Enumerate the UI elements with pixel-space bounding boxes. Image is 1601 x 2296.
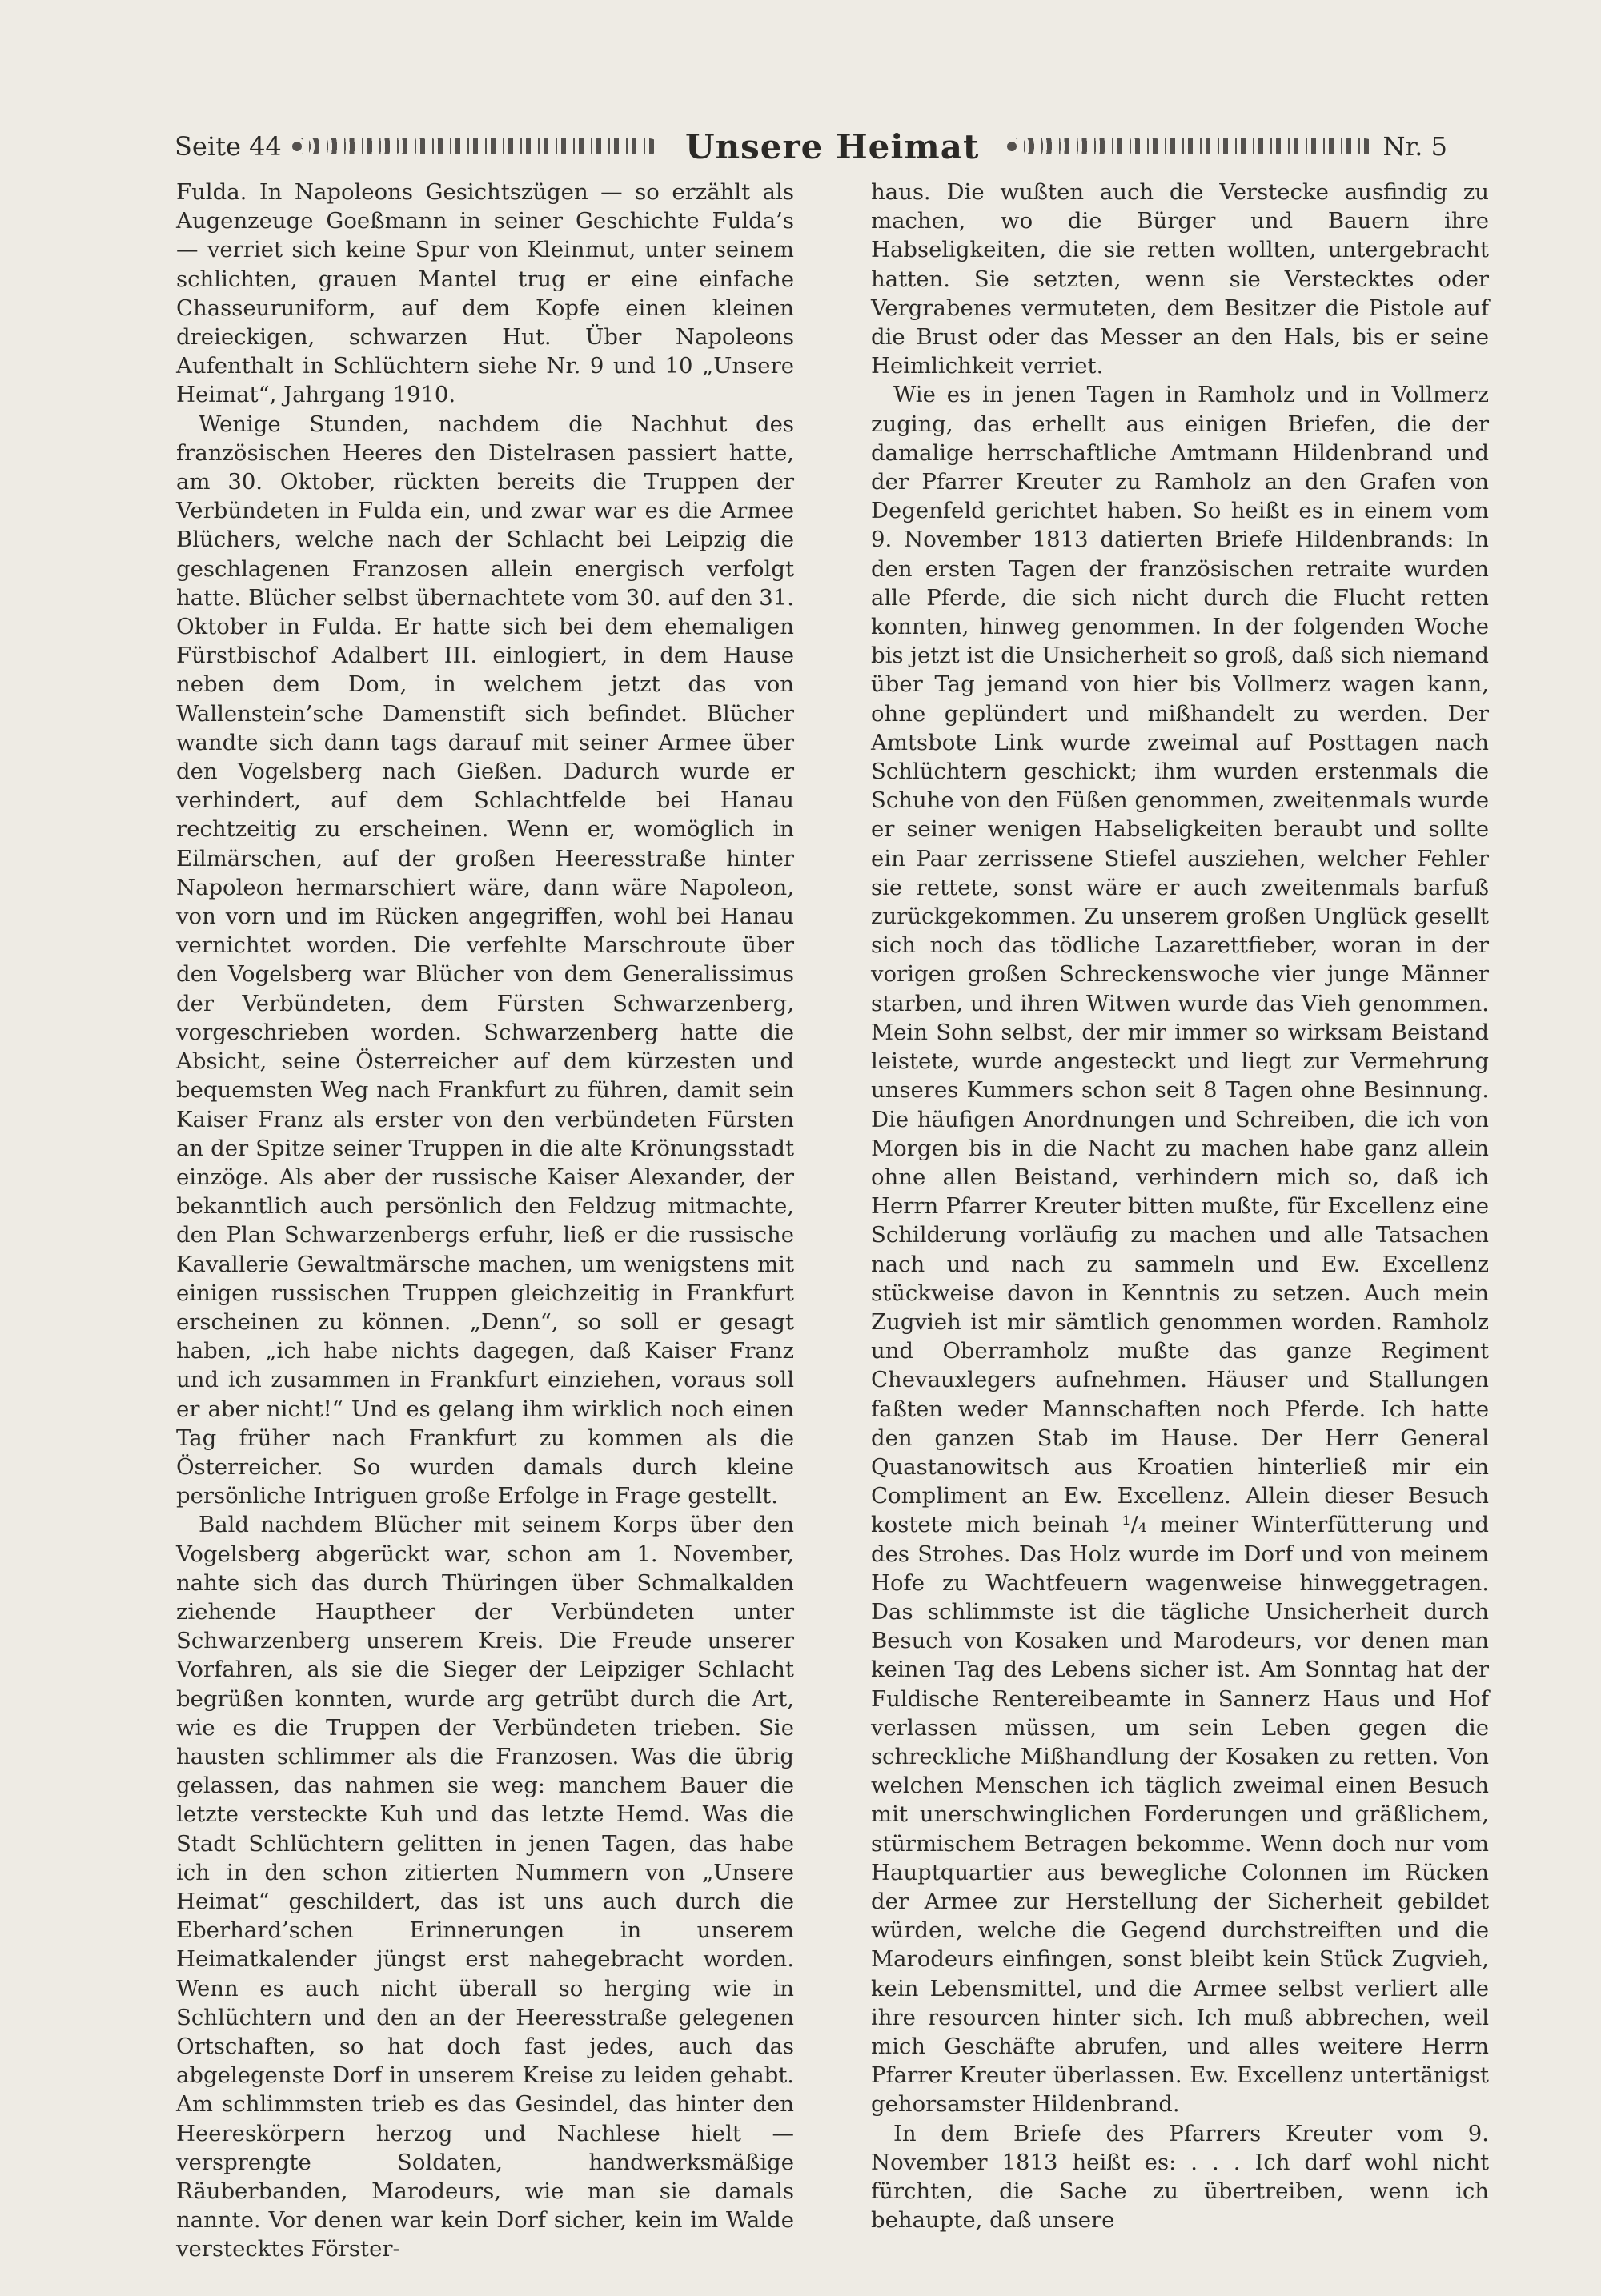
ornament-rule-left — [291, 138, 658, 154]
issue-number: Nr. 5 — [1382, 131, 1447, 162]
right-column — [871, 178, 1489, 2234]
page-number: Seite 44 — [175, 131, 282, 162]
running-header — [175, 126, 1447, 166]
left-column — [176, 178, 794, 2264]
paragraph: Fulda. In Napoleons Gesichtszügen — so erzählt als Augenzeuge Goeßmann in seiner Geschichte Fulda’s — verriet sich keine Spur von Kleinmut, unter seinem schlichten, grauen Mantel trug er eine einfache Chasseuruniform, auf dem Kopfe einen kleinen dreieckigen, schwarzen Hut. Über Napoleons Aufenthalt in Schlüchtern siehe Nr. 9 und 10 „Unsere Heimat“, Jahrgang 1910. — [176, 179, 794, 408]
paragraph: haus. Die wußten auch die Verstecke ausfindig zu machen, wo die Bürger und Bauern ihre Habseligkeiten, die sie retten wollten, untergebracht hatten. Sie setzten, wenn sie Verstecktes oder Vergrabenes vermuteten, dem Besitzer die Pistole auf die Brust oder das Messer an den Hals, bis er seine Heimlichkeit verriet. — [871, 179, 1489, 379]
paragraph: In dem Briefe des Pfarrers Kreuter vom 9. November 1813 heißt es: . . . Ich darf wohl nicht fürchten, die Sache zu übertreiben, wenn ich behaupte, daß unsere — [871, 2120, 1489, 2234]
paragraph: Wie es in jenen Tagen in Ramholz und in Vollmerz zuging, das erhellt aus einigen Briefen, die der damalige herrschaftliche Amtmann Hildenbrand und der Pfarrer Kreuter zu Ramholz an den Grafen von Degenfeld gerichtet haben. So heißt es in einem vom 9. November 1813 datierten Briefe Hildenbrands: In den ersten Tagen der französischen retraite wurden alle Pferde, die sich nicht durch die Flucht retten konnten, hinweg genommen. In der folgenden Woche bis jetzt ist die Unsicherheit so groß, daß sich niemand über Tag jemand von hier bis Vollmerz wagen kann, ohne geplündert und mißhandelt zu werden. Der Amtsbote Link wurde zweimal auf Posttagen nach Schlüchtern geschickt; ihm wurden erstenmals die Schuhe von den Füßen genommen, zweitenmals wurde er seiner wenigen Habseligkeiten beraubt und sollte ein Paar zerrissene Stiefel ausziehen, welcher Fehler sie rettete, sonst wäre er auch zweitenmals barfuß zurückgekommen. Zu unserem großen Unglück gesellt sich noch das tödliche Lazarettfieber, woran in der vorigen großen Schreckenswoche vier junge Männer starben, und ihren Witwen wurde das Vieh genommen. Mein Sohn selbst, der mir immer so wirksam Beistand leistete, wurde angesteckt und liegt zur Vermehrung unseres Kummers schon seit 8 Tagen ohne Besinnung. Die häufigen Anordnungen und Schreiben, die ich von Morgen bis in die Nacht zu machen habe ganz allein ohne allen Beistand, verhindern mich so, daß ich Herrn Pfarrer Kreuter bitten mußte, für Excellenz eine Schilderung vorläufig zu machen und alle Tatsachen nach und nach zu sammeln und Ew. Excellenz stückweise davon in Kenntnis zu setzen. Auch mein Zugvieh ist mir sämtlich genommen worden. Ramholz und Oberramholz mußte das ganze Regiment Chevauxlegers aufnehmen. Häuser und Stallungen faßten weder Mannschaften noch Pferde. Ich hatte den ganzen Stab im Hause. Der Herr General Quastanowitsch aus Kroatien hinterließ mir ein Compliment an Ew. Excellenz. Allein dieser Besuch kostete mich beinah ¹/₄ meiner Winterfütterung und des Strohes. Das Holz wurde im Dorf und von meinem Hofe zu Wachtfeuern wagenweise hinweggetragen. Das schlimmste ist die tägliche Unsicherheit durch Besuch von Kosaken und Marodeurs, vor denen man keinen Tag des Lebens sicher ist. Am Sonntag hat der Fuldische Rentereibeamte in Sannerz Haus und Hof verlassen müssen, um sein Leben gegen die schreckliche Mißhandlung der Kosaken zu retten. Von welchen Menschen ich täglich zweimal einen Besuch mit unerschwinglichen Forderungen und gräßlichem, stürmischem Betragen bekomme. Wenn doch nur vom Hauptquartier aus bewegliche Colonnen im Rücken der Armee zur Herstellung der Sicherheit gebildet würden, welche die Gegend durchstreiften und die Marodeurs einfingen, sonst bleibt kein Stück Zugvieh, kein Lebensmittel, und die Armee selbst verliert alle ihre resourcen hinter sich. Ich muß abbrechen, weil mich Geschäfte abrufen, und alles weitere Herrn Pfarrer Kreuter überlassen. Ew. Excellenz untertänigst gehorsamster Hildenbrand. — [871, 382, 1489, 2118]
journal-title: Unsere Heimat — [684, 126, 980, 166]
ornament-rule-right — [1006, 138, 1373, 154]
paragraph: Bald nachdem Blücher mit seinem Korps über den Vogelsberg abgerückt war, schon am 1. November, nahte sich das durch Thüringen über Schmalkalden ziehende Hauptheer der Verbündeten unter Schwarzenberg unserem Kreis. Die Freude unserer Vorfahren, als sie die Sieger der Leipziger Schlacht begrüßen konnten, wurde arg getrübt durch die Art, wie es die Truppen der Verbündeten trieben. Sie hausten schlimmer als die Franzosen. Was die übrig gelassen, das nahmen sie weg: manchem Bauer die letzte versteckte Kuh und das letzte Hemd. Was die Stadt Schlüchtern gelitten in jenen Tagen, das habe ich in den schon zitierten Nummern von „Unsere Heimat“ geschildert, das ist uns auch durch die Eberhard’schen Erinnerungen in unserem Heimatkalender jüngst erst nahegebracht worden. Wenn es auch nicht überall so herging wie in Schlüchtern und den an der Heeresstraße gelegenen Ortschaften, so hat doch fast jedes, auch das abgelegenste Dorf in unserem Kreise zu leiden gehabt. Am schlimmsten trieb es das Gesindel, das hinter den Heereskörpern herzog und Nachlese hielt — versprengte Soldaten, handwerksmäßige Räuberbanden, Marodeurs, wie man sie damals nannte. Vor denen war kein Dorf sicher, kein im Walde verstecktes Förster- — [176, 1512, 794, 2262]
paragraph: Wenige Stunden, nachdem die Nachhut des französischen Heeres den Distelrasen passiert hatte, am 30. Oktober, rückten bereits die Truppen der Verbündeten in Fulda ein, und zwar war es die Armee Blüchers, welche nach der Schlacht bei Leipzig die geschlagenen Franzosen allein energisch verfolgt hatte. Blücher selbst übernachtete vom 30. auf den 31. Oktober in Fulda. Er hatte sich bei dem ehemaligen Fürstbischof Adalbert III. einlogiert, in dem Hause neben dem Dom, in welchem jetzt das von Wallenstein’sche Damenstift sich befindet. Blücher wandte sich dann tags darauf mit seiner Armee über den Vogelsberg nach Gießen. Dadurch wurde er verhindert, auf dem Schlachtfelde bei Hanau rechtzeitig zu erscheinen. Wenn er, womöglich in Eilmärschen, auf der großen Heeresstraße hinter Napoleon hermarschiert wäre, dann wäre Napoleon, von vorn und im Rücken angegriffen, wohl bei Hanau vernichtet worden. Die verfehlte Marschroute über den Vogelsberg war Blücher von dem Generalissimus der Verbündeten, dem Fürsten Schwarzenberg, vorgeschrieben worden. Schwarzenberg hatte die Absicht, seine Österreicher auf dem kürzesten und bequemsten Weg nach Frankfurt zu führen, damit sein Kaiser Franz als erster von den verbündeten Fürsten an der Spitze seiner Truppen in die alte Krönungsstadt einzöge. Als aber der russische Kaiser Alexander, der bekanntlich auch persönlich den Feldzug mitmachte, den Plan Schwarzenbergs erfuhr, ließ er die russische Kavallerie Gewaltmärsche machen, um wenigstens mit einigen russischen Truppen gleichzeitig in Frankfurt erscheinen zu können. „Denn“, so soll er gesagt haben, „ich habe nichts dagegen, daß Kaiser Franz und ich zusammen in Frankfurt einziehen, voraus soll er aber nicht!“ Und es gelang ihm wirklich noch einen Tag früher nach Frankfurt zu kommen als die Österreicher. So wurden damals durch kleine persönliche Intriguen große Erfolge in Frage gestellt. — [176, 411, 794, 1509]
